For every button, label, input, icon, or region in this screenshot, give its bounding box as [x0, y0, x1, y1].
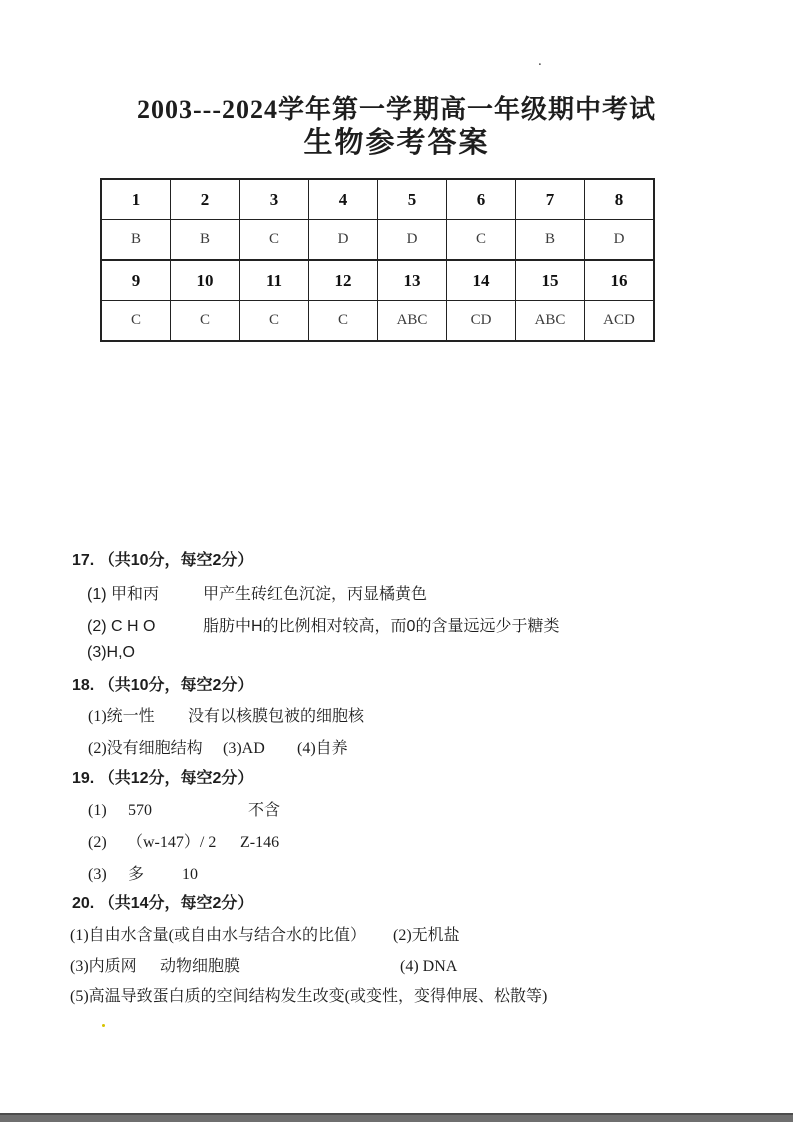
answer-cell: C [240, 301, 309, 342]
q19-item3-answer-a: 多 [128, 866, 145, 883]
q20-item2: (2)无机盐 [393, 927, 460, 944]
question-number-cell: 9 [101, 260, 171, 301]
answer-cell: C [309, 301, 378, 342]
answer-cell: B [101, 220, 171, 261]
answer-cell: B [171, 220, 240, 261]
q20-item4: (4) DNA [400, 958, 458, 975]
answer-row [101, 220, 654, 261]
answer-cell: D [585, 220, 655, 261]
q20-item1: (1)自由水含量(或自由水与结合水的比值） [70, 927, 366, 944]
question-number-cell: 6 [447, 179, 516, 220]
question-number-cell: 16 [585, 260, 655, 301]
answer-cell: CD [447, 301, 516, 342]
q17-item2-label: (2) C H O [87, 618, 156, 635]
q18-item2: (2)没有细胞结构 [88, 740, 203, 757]
answer-cell: C [101, 301, 171, 342]
question-number-cell: 5 [378, 179, 447, 220]
answer-key-table [100, 178, 655, 342]
q19-item1-answer-a: 570 [128, 802, 152, 819]
answer-cell: D [378, 220, 447, 261]
question-19-header: 19. （共12分，每空2分） [72, 770, 254, 787]
q17-item2-answer: 脂肪中H的比例相对较高，而0的含量远远少于糖类 [203, 618, 560, 635]
question-number-cell: 1 [101, 179, 171, 220]
q17-item1-label: (1) 甲和丙 [87, 586, 160, 603]
q17-item1-answer: 甲产生砖红色沉淀，丙显橘黄色 [203, 586, 428, 603]
q19-item1-label: (1) [88, 802, 107, 819]
answer-cell: C [240, 220, 309, 261]
q18-item1-label: (1)统一性 [88, 708, 155, 725]
question-number-cell: 8 [585, 179, 655, 220]
question-number-cell: 14 [447, 260, 516, 301]
question-20-header: 20. （共14分，每空2分） [72, 895, 254, 912]
question-number-cell: 12 [309, 260, 378, 301]
question-number-cell: 2 [171, 179, 240, 220]
question-number-cell: 3 [240, 179, 309, 220]
answer-row [101, 301, 654, 342]
q18-item1-answer: 没有以核膜包被的细胞核 [188, 708, 365, 725]
q20-item5: (5)高温导致蛋白质的空间结构发生改变(或变性，变得伸展、松散等) [70, 988, 548, 1005]
page-title: 2003---2024学年第一学期高一年级期中考试 [137, 95, 656, 124]
question-18-header: 18. （共10分，每空2分） [72, 677, 254, 694]
q17-item3: (3)H,O [87, 644, 135, 661]
q19-item3-label: (3) [88, 866, 107, 883]
q19-item2-answer-a: （w-147）/ 2 [127, 834, 217, 851]
question-number-row [101, 179, 654, 220]
q19-item1-answer-b: 不含 [248, 802, 281, 819]
q19-item3-answer-b: 10 [182, 866, 198, 883]
q20-item3: (3)内质网 [70, 958, 137, 975]
window-bottom-edge [0, 1113, 793, 1122]
q18-item3: (3)AD [223, 740, 265, 757]
page-subtitle: 生物参考答案 [303, 127, 490, 159]
question-number-cell: 10 [171, 260, 240, 301]
question-number-cell: 7 [516, 179, 585, 220]
question-number-cell: 11 [240, 260, 309, 301]
answer-cell: ACD [585, 301, 655, 342]
question-number-cell: 4 [309, 179, 378, 220]
question-number-cell: 15 [516, 260, 585, 301]
answer-cell: ABC [378, 301, 447, 342]
q18-item4: (4)自养 [297, 740, 348, 757]
answer-cell: B [516, 220, 585, 261]
q19-item2-answer-b: Z-146 [240, 834, 280, 851]
question-number-row [101, 260, 654, 301]
q20-item3-answer: 动物细胞膜 [160, 958, 241, 975]
answer-cell: C [447, 220, 516, 261]
q19-item2-label: (2) [88, 834, 107, 851]
stray-yellow-mark [102, 1024, 105, 1027]
answer-cell: ABC [516, 301, 585, 342]
question-number-cell: 13 [378, 260, 447, 301]
stray-dot-mark: . [538, 53, 542, 69]
answer-cell: C [171, 301, 240, 342]
question-17-header: 17. （共10分，每空2分） [72, 552, 254, 569]
answer-cell: D [309, 220, 378, 261]
